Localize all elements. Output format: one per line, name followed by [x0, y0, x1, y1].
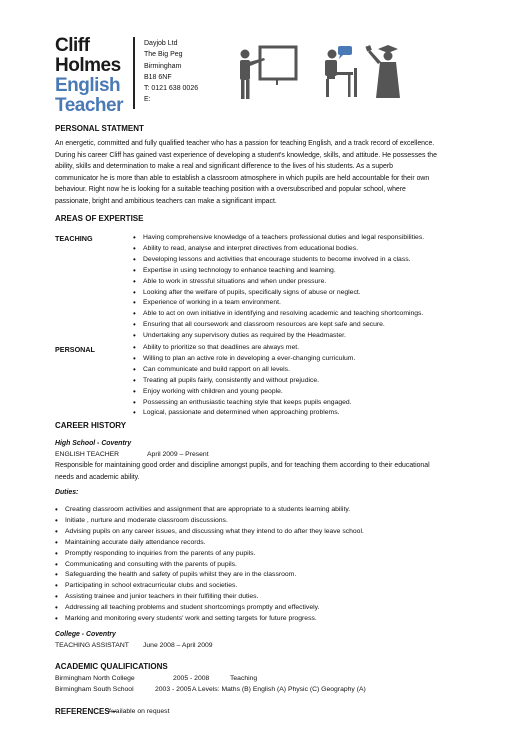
list-item: • Having comprehensive knowledge of a teachers professional duties and legal responsibilities.	[133, 233, 424, 244]
job1-description	[55, 460, 430, 483]
qualification-dates: 2005 - 2008	[173, 675, 210, 682]
list-item: • Logical, passionate and determined when approaching problems.	[133, 408, 355, 419]
list-item: • Possessing an enthusiastic teaching style that keeps pupils engaged.	[133, 398, 355, 409]
personal-label: PERSONAL	[55, 345, 95, 354]
qualification-school: Birmingham North College	[55, 675, 135, 682]
career-heading: CAREER HISTORY	[55, 421, 127, 430]
candidate-name-block	[55, 36, 123, 116]
expertise-heading: AREAS OF EXPERTISE	[55, 214, 144, 223]
list-item: • Ensuring that all coursework and classroom resources are kept safe and secure.	[133, 320, 424, 331]
list-item: • Addressing all teaching problems and student shortcomings promptly and effectively.	[55, 603, 364, 614]
list-item: • Advising pupils on any career issues, and discussing what they intend to do after they leave school.	[55, 527, 364, 538]
list-item: • Assisting trainee and junior teachers in their fulfilling their duties.	[55, 592, 364, 603]
last-name: Holmes	[55, 55, 121, 76]
list-item: • Looking after the welfare of pupils, specifically signs of abuse or neglect.	[133, 288, 424, 299]
contact-street: The Big Peg	[144, 51, 183, 59]
list-item: • Ability to read, analyse and interpret directives from educational bodies.	[133, 244, 424, 255]
job1-role: ENGLISH TEACHER	[55, 451, 120, 458]
list-item: • Can communicate and build rapport on all levels.	[133, 365, 355, 376]
job2-role: TEACHING ASSISTANT	[55, 642, 129, 649]
contact-phone: T: 0121 638 0026	[144, 85, 199, 93]
references-heading: REFERENCES –	[55, 707, 117, 716]
duties-list	[55, 505, 364, 625]
statement-line: behaviour. Right now he is looking for a suitable teaching position with a oversubscribed and popular school, where	[55, 186, 406, 193]
list-item: • Able to work in stressful situations and when under pressure.	[133, 277, 424, 288]
list-item: • Ability to prioritize so that deadlines are always met.	[133, 343, 355, 354]
contact-postcode: B18 6NF	[144, 73, 172, 81]
list-item: • Developing lessons and activities that encourage students to become involved in a class.	[133, 255, 424, 266]
personal-statement-heading: PERSONAL STATMENT	[55, 124, 144, 133]
statement-line: communicator he is more than able to establish a classroom atmosphere in which pupils are held accountable for their own	[55, 174, 430, 182]
list-item: • Initiate , nurture and moderate classroom discussions.	[55, 516, 364, 527]
personal-skills-list	[133, 343, 355, 419]
first-name: Cliff	[55, 35, 90, 56]
list-item: • Enjoy working with children and young people.	[133, 387, 355, 398]
job-title-line1: English	[55, 75, 121, 96]
list-item: • Safeguarding the health and safety of pupils whilst they are in the classroom.	[55, 570, 364, 581]
graduate-icon	[365, 45, 400, 98]
qualifications-heading: ACADEMIC QUALIFICATIONS	[55, 662, 168, 671]
qualification-detail: A Levels: Maths (B) English (A) Physic (C) Geography (A)	[192, 686, 366, 693]
personal-statement-text	[55, 138, 475, 207]
duties-label: Duties:	[55, 489, 79, 496]
list-item: • Maintaining accurate daily attendance records.	[55, 538, 364, 549]
list-item: • Marking and monitoring every students' work and setting targets for future progress.	[55, 614, 364, 625]
references-text: Available on request	[108, 708, 170, 715]
description-line: Responsible for maintaining good order and discipline amongst pupils, and for teaching them according to their educational	[55, 462, 430, 469]
qualification-detail: Teaching	[230, 675, 258, 682]
qualification-school: Birmingham South School	[55, 686, 134, 693]
contact-email: E:	[144, 96, 151, 104]
contact-company: Dayjob Ltd	[144, 40, 178, 47]
list-item: • Able to act on own initiative in identifying and resolving academic and teaching shortcomings.	[133, 309, 424, 320]
contact-block	[144, 38, 198, 106]
header-illustrations	[236, 40, 404, 104]
job1-employer: High School - Coventry	[55, 440, 132, 447]
student-desk-speech-icon	[325, 46, 357, 97]
list-item: • Creating classroom activities and assignment that are appropriate to a students learning ability.	[55, 505, 364, 516]
header-divider	[133, 37, 135, 109]
job2-dates: June 2008 – April 2009	[143, 642, 213, 649]
list-item: • Willing to plan an active role in developing a ever-changing curriculum.	[133, 354, 355, 365]
teaching-label: TEACHING	[55, 234, 93, 243]
list-item: • Promptly responding to inquiries from the parents of any pupils.	[55, 549, 364, 560]
list-item: • Participating in school extracurricular clubs and societies.	[55, 581, 364, 592]
statement-line: ability, skills and determination to make a real and significant difference to the lives of his students. As a superb	[55, 163, 393, 170]
list-item: • Communicating and consulting with the parents of pupils.	[55, 560, 364, 571]
list-item: • Expertise in using technology to enhance teaching and learning.	[133, 266, 424, 277]
list-item: • Experience of working in a team environment.	[133, 298, 424, 309]
qualification-dates: 2003 - 2005	[155, 686, 192, 693]
job-title-line2: Teacher	[55, 95, 123, 116]
job2-employer: College - Coventry	[55, 631, 116, 638]
statement-line: During his career Cliff has gained vast experience of developing a student's knowledge, skills, and attitude. He possesses the	[55, 151, 437, 159]
job1-dates: April 2009 – Present	[147, 451, 209, 458]
statement-line: passionate, bright and ambitious teachers can make a significant impact.	[55, 197, 277, 205]
contact-city: Birmingham	[144, 62, 182, 70]
description-line: needs and academic ability.	[55, 473, 140, 481]
teaching-skills-list	[133, 233, 424, 342]
statement-line: An energetic, committed and fully qualified teacher who has a passion for teaching English, and a track record of excellence.	[55, 140, 435, 147]
list-item: • Treating all pupils fairly, consistently and without prejudice.	[133, 376, 355, 387]
list-item: • Undertaking any supervisory duties as required by the Headmaster.	[133, 331, 424, 342]
teacher-whiteboard-icon	[240, 47, 296, 99]
